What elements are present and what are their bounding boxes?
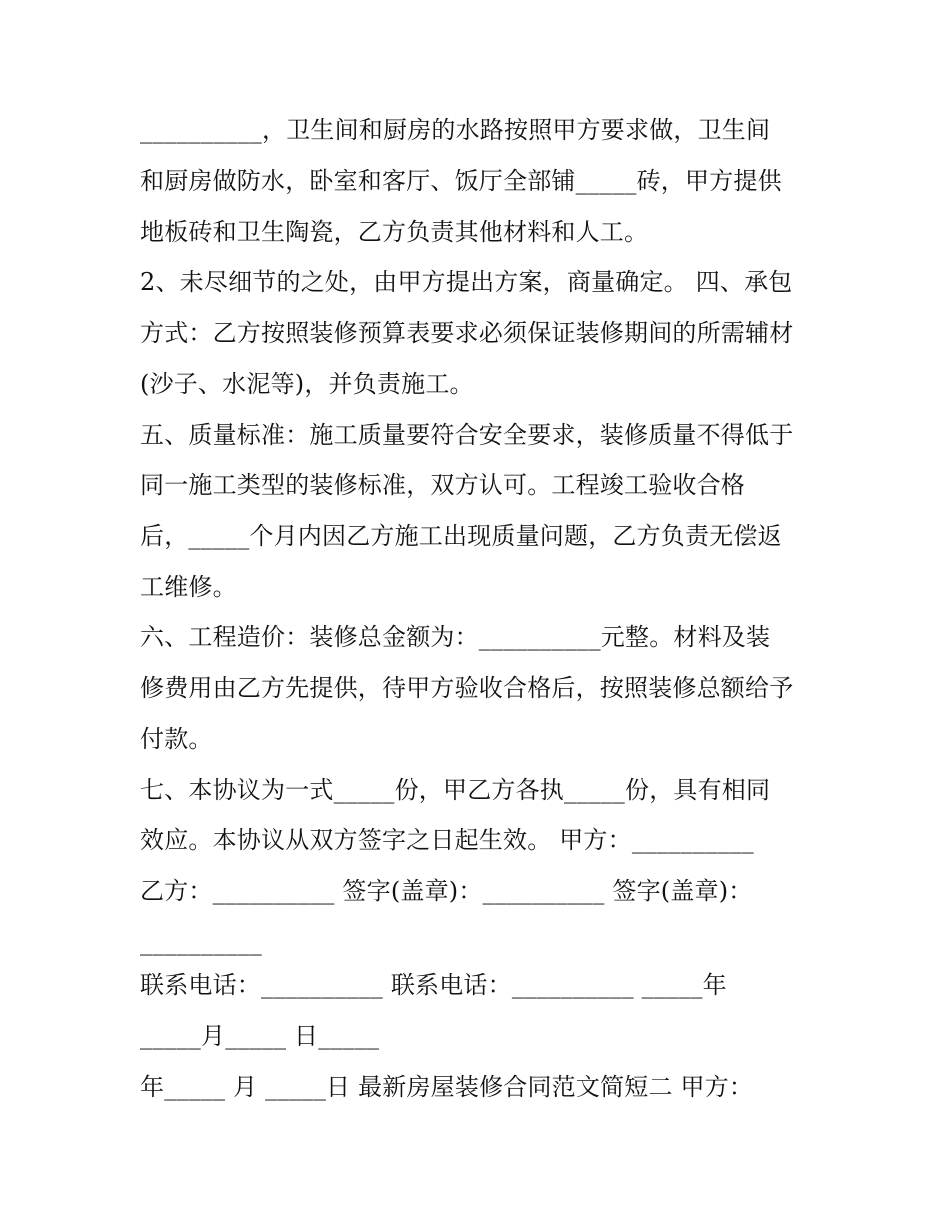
text-line-10: 工维修。 [140, 573, 237, 601]
text-line-7: 五、质量标准：施工质量要符合安全要求，装修质量不得低于 [140, 421, 794, 449]
text-line-4: 2、未尽细节的之处，由甲方提出方案，商量确定。 四、承包 [140, 268, 793, 296]
text-line-15: 效应。本协议从双方签字之日起生效。 甲方：__________ [140, 826, 754, 854]
text-line-16: 乙方：__________ 签字(盖章)：__________ 签字(盖章)： [140, 877, 753, 905]
text-line-8: 同一施工类型的装修标准，双方认可。工程竣工验收合格 [140, 471, 745, 499]
text-line-11: 六、工程造价：装修总金额为：__________元整。材料及装 [140, 623, 771, 651]
text-line-17: __________ [140, 928, 262, 956]
text-line-18: 联系电话：__________ 联系电话：__________ _____年 [140, 971, 727, 999]
text-line-9: 后，_____个月内因乙方施工出现质量问题，乙方负责无偿返 [140, 522, 782, 550]
text-line-1: __________，卫生间和厨房的水路按照甲方要求做，卫生间 [140, 116, 771, 144]
text-line-19: _____月_____ 日_____ [140, 1022, 380, 1050]
text-line-2: 和厨房做防水，卧室和客厅、饭厅全部铺_____砖，甲方提供 [140, 167, 782, 195]
text-line-6: (沙子、水泥等)，并负责施工。 [140, 370, 474, 398]
text-line-20: 年_____ 月 _____日 最新房屋装修合同范文简短二 甲方： [140, 1073, 754, 1101]
text-line-12: 修费用由乙方先提供，待甲方验收合格后，按照装修总额给予 [140, 674, 794, 702]
text-line-13: 付款。 [140, 725, 213, 753]
text-line-3: 地板砖和卫生陶瓷，乙方负责其他材料和人工。 [140, 218, 649, 246]
text-line-5: 方式：乙方按照装修预算表要求必须保证装修期间的所需辅材 [140, 319, 794, 347]
text-line-14: 七、本协议为一式_____份，甲乙方各执_____份，具有相同 [140, 776, 771, 804]
